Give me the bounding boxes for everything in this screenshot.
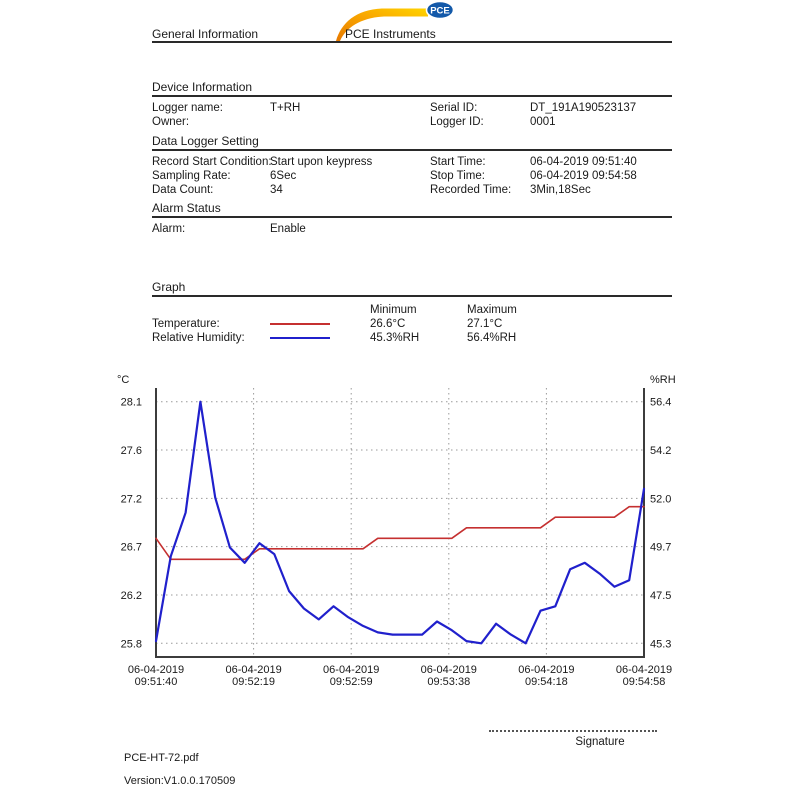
field-value: 06-04-2019 09:54:58: [530, 170, 637, 182]
info-row: [152, 101, 672, 115]
info-row: [152, 155, 672, 169]
page-title: General Information: [152, 27, 259, 41]
field-label: Owner:: [152, 116, 190, 128]
x-axis-tick: 06-04-2019 09:52:59: [323, 664, 380, 688]
field-label: Logger name:: [152, 102, 223, 114]
section-rule: [152, 95, 672, 97]
right-axis-title: %RH: [650, 374, 676, 386]
software-version: Version:V1.0.0.170509: [124, 775, 236, 787]
section-title: Data Logger Setting: [152, 134, 259, 148]
humidity-min-value: 45.3%RH: [370, 332, 420, 344]
field-value: 06-04-2019 09:51:40: [530, 156, 637, 168]
temperature-line: [156, 507, 644, 560]
legend-label: Temperature:: [152, 318, 220, 330]
field-value: 34: [270, 184, 283, 196]
left-axis-tick: 28.1: [120, 396, 142, 409]
field-value: Start upon keypress: [270, 156, 373, 168]
field-label: Recorded Time:: [430, 184, 512, 196]
field-label: Sampling Rate:: [152, 170, 231, 182]
x-axis-tick: 06-04-2019 09:52:19: [225, 664, 282, 688]
legend-row-humidity: [152, 331, 672, 345]
section-alarm: [152, 201, 672, 236]
graph-plot: [0, 358, 800, 703]
brand-name: PCE Instruments: [345, 27, 436, 41]
report-file-name: PCE-HT-72.pdf: [124, 752, 199, 764]
graph-legend: [152, 303, 672, 345]
temperature-max-value: 27.1°C: [467, 318, 503, 330]
x-axis-tick: 06-04-2019 09:51:40: [127, 664, 185, 688]
section-setting: [152, 134, 672, 197]
field-value: 3Min,18Sec: [530, 184, 591, 196]
x-axis-tick: 06-04-2019 09:53:38: [420, 664, 477, 688]
field-label: Stop Time:: [430, 170, 485, 182]
field-label: Record Start Condition:: [152, 156, 272, 168]
field-value: 6Sec: [270, 170, 297, 182]
relative-humidity-line: [156, 402, 644, 644]
signature-line: [489, 730, 657, 732]
left-axis-tick: 27.6: [120, 445, 142, 458]
right-axis-tick: 54.2: [650, 445, 672, 458]
x-axis-tick: 06-04-2019 09:54:18: [518, 664, 575, 688]
humidity-line-swatch: [270, 337, 330, 339]
section-title: Device Information: [152, 80, 253, 94]
legend-max-header: Maximum: [467, 304, 517, 316]
left-axis-tick: 26.7: [120, 541, 142, 554]
info-row: [152, 169, 672, 183]
info-row: [152, 222, 672, 236]
field-value: DT_191A190523137: [530, 102, 637, 114]
field-label: Data Count:: [152, 184, 214, 196]
right-axis-tick: 45.3: [650, 638, 672, 651]
legend-min-header: Minimum: [370, 304, 417, 316]
header-rule: [152, 41, 672, 43]
humidity-max-value: 56.4%RH: [467, 332, 517, 344]
pce-badge-text: PCE: [430, 5, 450, 17]
field-label: Start Time:: [430, 156, 486, 168]
temperature-line-swatch: [270, 323, 330, 325]
section-title: Graph: [152, 280, 186, 294]
info-row: [152, 183, 672, 197]
field-label: Logger ID:: [430, 116, 484, 128]
legend-header-row: [152, 303, 672, 317]
section-rule: [152, 149, 672, 151]
legend-row-temperature: [152, 317, 672, 331]
field-value: 0001: [530, 116, 556, 128]
graph-area: [0, 358, 800, 703]
info-row: [152, 115, 672, 129]
field-label: Serial ID:: [430, 102, 478, 114]
signature-label: Signature: [575, 736, 625, 748]
right-axis-tick: 49.7: [650, 541, 672, 554]
left-axis-title: °C: [117, 374, 130, 386]
field-value: Enable: [270, 223, 306, 235]
right-axis-tick: 52.0: [650, 493, 672, 506]
field-label: Alarm:: [152, 223, 186, 235]
left-axis-tick: 26.2: [120, 589, 142, 602]
section-rule: [152, 216, 672, 218]
section-title: Alarm Status: [152, 201, 221, 215]
section-graph: [152, 280, 672, 301]
field-value: T+RH: [270, 102, 301, 114]
right-axis-tick: 47.5: [650, 589, 672, 602]
plot-frame: [156, 388, 644, 657]
left-axis-tick: 27.2: [120, 493, 142, 506]
left-axis-tick: 25.8: [120, 638, 142, 651]
x-axis-tick: 06-04-2019 09:54:58: [615, 664, 673, 688]
section-rule: [152, 295, 672, 297]
legend-label: Relative Humidity:: [152, 332, 245, 344]
temperature-min-value: 26.6°C: [370, 318, 406, 330]
right-axis-tick: 56.4: [650, 396, 672, 409]
section-device: [152, 80, 672, 129]
